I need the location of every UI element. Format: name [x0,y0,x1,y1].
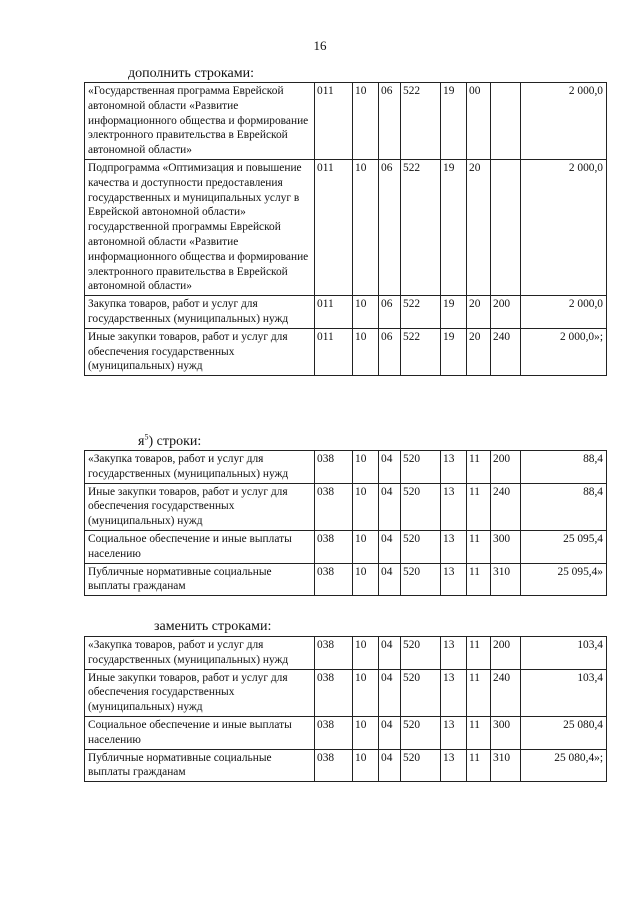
code-cell: 10 [353,749,379,782]
code-cell: 038 [315,669,353,716]
table-body [85,451,607,596]
code-cell: 240 [491,483,521,530]
amount-cell: 2 000,0 [521,83,607,160]
code-cell: 522 [401,296,441,329]
amount-cell: 88,4 [521,483,607,530]
code-cell: 038 [315,451,353,484]
code-cell: 520 [401,716,441,749]
code-cell: 520 [401,669,441,716]
code-cell: 04 [379,749,401,782]
code-cell: 10 [353,451,379,484]
code-cell: 10 [353,328,379,375]
code-cell: 13 [441,716,467,749]
amount-cell: 2 000,0 [521,296,607,329]
section-heading-rows [138,434,201,450]
code-cell: 13 [441,637,467,670]
table-row [85,83,607,160]
amount-cell: 2 000,0»; [521,328,607,375]
code-cell: 038 [315,563,353,596]
code-cell: 11 [467,669,491,716]
code-cell: 11 [467,483,491,530]
row-name-cell: Публичные нормативные социальные выплаты гражданам [85,563,315,596]
row-name-cell: «Закупка товаров, работ и услуг для государственных (муниципальных) нужд [85,451,315,484]
row-name-cell: Социальное обеспечение и иные выплаты населению [85,716,315,749]
code-cell: 19 [441,296,467,329]
code-cell: 200 [491,451,521,484]
table-row [85,530,607,563]
code-cell: 520 [401,483,441,530]
code-cell: 13 [441,563,467,596]
code-cell: 011 [315,296,353,329]
code-cell: 011 [315,83,353,160]
heading-prefix: я [138,434,145,449]
amount-cell: 103,4 [521,669,607,716]
code-cell: 20 [467,328,491,375]
code-cell: 11 [467,563,491,596]
code-cell: 19 [441,328,467,375]
row-name-cell: Иные закупки товаров, работ и услуг для обеспечения государственных (муниципальных) нужд [85,483,315,530]
code-cell [491,83,521,160]
table-row [85,749,607,782]
code-cell: 04 [379,483,401,530]
code-cell: 04 [379,637,401,670]
code-cell: 038 [315,637,353,670]
code-cell: 10 [353,159,379,295]
table-row [85,159,607,295]
code-cell: 038 [315,483,353,530]
code-cell: 520 [401,451,441,484]
heading-superscript: 5 [144,432,149,442]
code-cell: 522 [401,83,441,160]
table-row [85,296,607,329]
code-cell: 10 [353,716,379,749]
code-cell: 520 [401,530,441,563]
code-cell: 04 [379,530,401,563]
page-number: 16 [313,38,327,53]
code-cell: 11 [467,530,491,563]
row-name-cell: Подпрограмма «Оптимизация и повышение качества и доступности предоставления государственных и муниципальных услуг в Еврейской автономной области» государственной программы Еврейской автономной области «Развитие информационного общества и формирование электронного правительства в Еврейской автономной области» [85,159,315,295]
table-row [85,563,607,596]
amount-cell: 88,4 [521,451,607,484]
section-heading-replace-rows: заменить строками: [154,619,272,634]
heading-suffix: ) строки: [148,434,202,449]
code-cell: 06 [379,159,401,295]
code-cell: 11 [467,716,491,749]
table-row [85,716,607,749]
code-cell: 06 [379,328,401,375]
table-row [85,637,607,670]
code-cell: 20 [467,296,491,329]
code-cell: 522 [401,159,441,295]
code-cell: 011 [315,328,353,375]
table-row [85,451,607,484]
code-cell: 10 [353,530,379,563]
amount-cell: 103,4 [521,637,607,670]
amount-cell: 25 080,4»; [521,749,607,782]
code-cell: 06 [379,83,401,160]
budget-table-old-rows [84,450,607,596]
code-cell: 240 [491,669,521,716]
code-cell: 038 [315,749,353,782]
code-cell: 20 [467,159,491,295]
code-cell: 240 [491,328,521,375]
code-cell: 11 [467,749,491,782]
code-cell: 00 [467,83,491,160]
row-name-cell: Закупка товаров, работ и услуг для государственных (муниципальных) нужд [85,296,315,329]
section-heading-add-rows: дополнить строками: [128,66,254,81]
code-cell: 520 [401,563,441,596]
code-cell: 13 [441,483,467,530]
code-cell: 13 [441,669,467,716]
code-cell: 10 [353,483,379,530]
budget-table-add [84,82,607,376]
row-name-cell: Социальное обеспечение и иные выплаты населению [85,530,315,563]
code-cell: 520 [401,637,441,670]
code-cell: 13 [441,530,467,563]
code-cell: 520 [401,749,441,782]
code-cell: 06 [379,296,401,329]
code-cell: 10 [353,563,379,596]
code-cell: 10 [353,637,379,670]
code-cell: 04 [379,669,401,716]
table-row [85,483,607,530]
code-cell: 038 [315,716,353,749]
row-name-cell: «Закупка товаров, работ и услуг для государственных (муниципальных) нужд [85,637,315,670]
table-body [85,637,607,782]
code-cell: 310 [491,749,521,782]
code-cell: 10 [353,296,379,329]
code-cell: 10 [353,83,379,160]
code-cell: 011 [315,159,353,295]
code-cell: 522 [401,328,441,375]
code-cell: 04 [379,716,401,749]
row-name-cell: Иные закупки товаров, работ и услуг для обеспечения государственных (муниципальных) нужд [85,669,315,716]
table-row [85,669,607,716]
code-cell: 200 [491,296,521,329]
row-name-cell: Публичные нормативные социальные выплаты гражданам [85,749,315,782]
row-name-cell: Иные закупки товаров, работ и услуг для обеспечения государственных (муниципальных) нужд [85,328,315,375]
code-cell: 310 [491,563,521,596]
amount-cell: 25 095,4» [521,563,607,596]
code-cell: 04 [379,451,401,484]
amount-cell: 2 000,0 [521,159,607,295]
code-cell: 10 [353,669,379,716]
table-row [85,328,607,375]
code-cell: 11 [467,637,491,670]
code-cell: 13 [441,451,467,484]
code-cell: 300 [491,716,521,749]
code-cell [491,159,521,295]
code-cell: 300 [491,530,521,563]
code-cell: 038 [315,530,353,563]
code-cell: 19 [441,159,467,295]
code-cell: 19 [441,83,467,160]
code-cell: 200 [491,637,521,670]
code-cell: 11 [467,451,491,484]
table-body [85,83,607,376]
amount-cell: 25 095,4 [521,530,607,563]
code-cell: 13 [441,749,467,782]
amount-cell: 25 080,4 [521,716,607,749]
budget-table-replace [84,636,607,782]
code-cell: 04 [379,563,401,596]
row-name-cell: «Государственная программа Еврейской автономной области «Развитие информационного общества и формирование электронного правительства в Еврейской автономной области» [85,83,315,160]
